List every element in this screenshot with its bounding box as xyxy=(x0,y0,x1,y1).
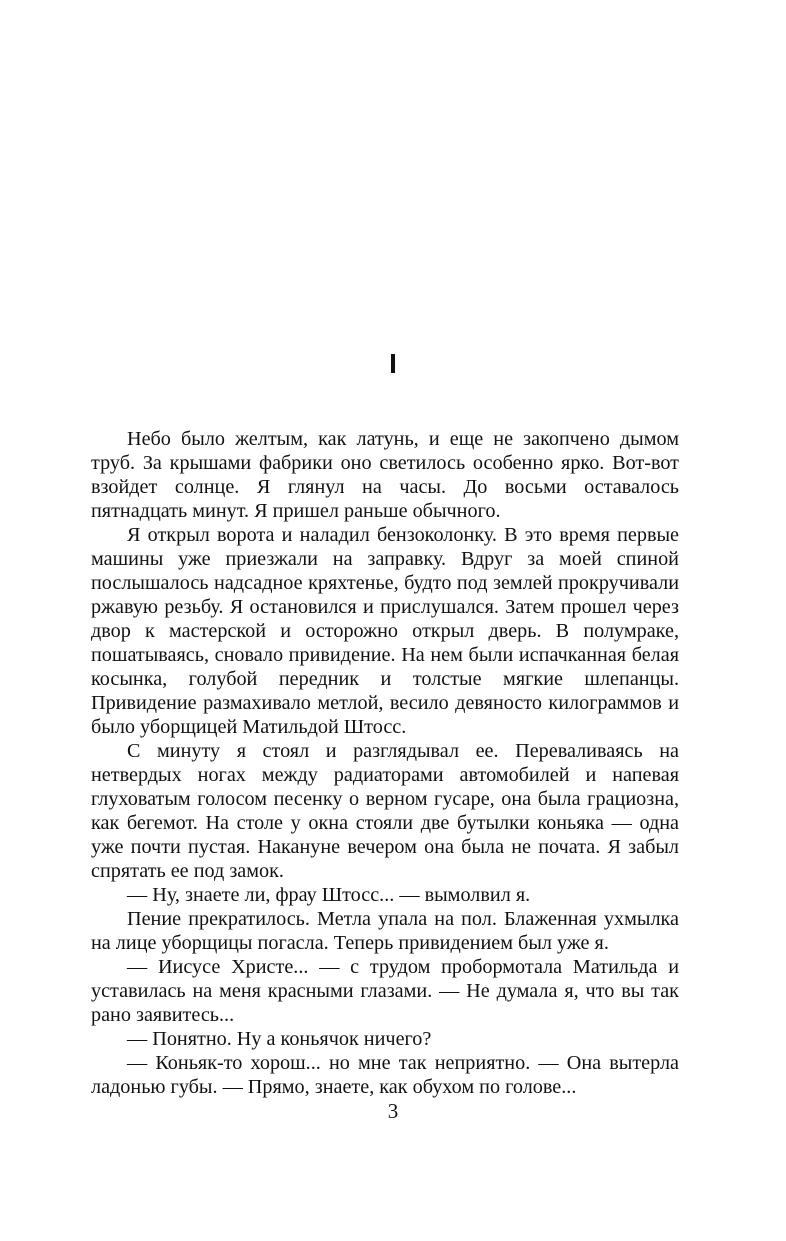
dialogue-line: — Ну, знаете ли, фрау Штосс... — вымолвил я. xyxy=(127,884,531,906)
chapter-text xyxy=(91,427,679,1099)
paragraph: Пение прекратилось. Метла упала на пол. Блаженная ухмылка на лице уборщицы погасла. Теперь привидением был уже я. xyxy=(91,908,679,954)
paragraph: Небо было желтым, как латунь, и еще не закопчено дымом труб. За крышами фабрики оно светилось особенно ярко. Вот-вот взойдет солнце. Я глянул на часы. До восьми оставалось пятнадцать минут. Я пришел раньше обычного. xyxy=(91,428,679,522)
page-number: 3 xyxy=(387,1099,399,1123)
dialogue-line: — Коньяк-то хорош... но мне так неприятно. — Она вытерла ладонью губы. — Прямо, знаете, как обухом по голове... xyxy=(91,1052,679,1098)
dialogue-line: — Иисусе Христе... — с трудом пробормотала Матильда и уставилась на меня красными глазами. — Не думала я, что вы так рано заявитесь... xyxy=(91,956,679,1026)
paragraph: Я открыл ворота и наладил бензоколонку. В это время первые машины уже приезжали на заправку. Вдруг за моей спиной послышалось надсадное кряхтенье, будто под землей прокручивали ржавую резьбу. Я остановился и прислушался. Затем прошел через двор к мастерской и осторожно открыл дверь. В полумраке, пошатываясь, сновало привидение. На нем были испачканная белая косынка, голубой передник и толстые мягкие шлепанцы. Привидение размахивало метлой, весило девяносто килограммов и было уборщицей Матильдой Штосс. xyxy=(91,524,679,738)
dialogue-line: — Понятно. Ну а коньячок ничего? xyxy=(127,1028,432,1050)
paragraph: С минуту я стоял и разглядывал ее. Переваливаясь на нетвердых ногах между радиаторами автомобилей и напевая глуховатым голосом песенку о верном гусаре, она была грациозна, как бегемот. На столе у окна стояли две бутылки коньяка — одна уже почти пустая. Накануне вечером она была не почата. Я забыл спрятать ее под замок. xyxy=(91,740,679,882)
chapter-heading: I xyxy=(389,348,397,379)
